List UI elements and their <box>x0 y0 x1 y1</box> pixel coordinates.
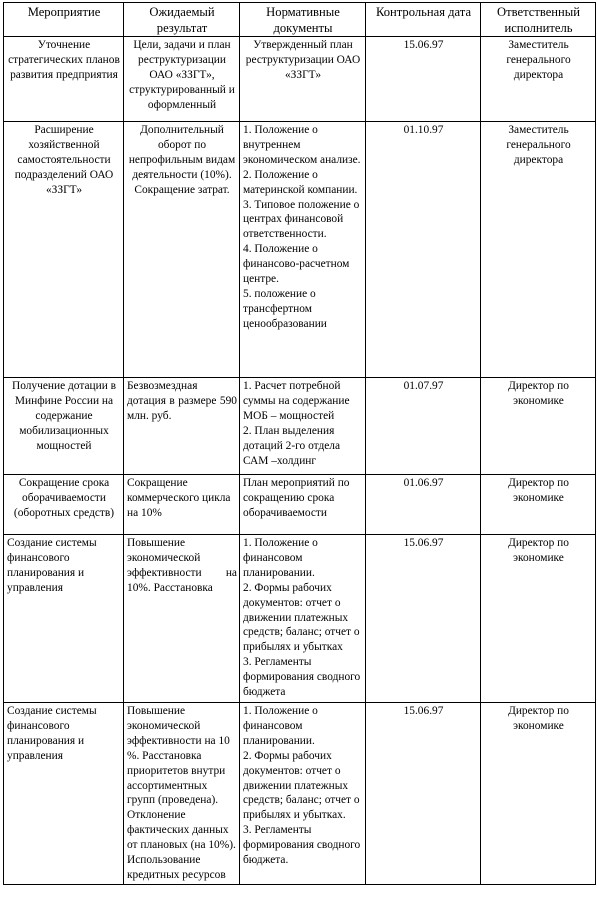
cell-event: Создание системы финансового планирования и управления <box>4 703 124 885</box>
cell-event: Сокращение срока оборачиваемости (оборотных средств) <box>4 475 124 535</box>
table-row <box>4 535 596 703</box>
cell-docs: Утвержденный план реструктуризации ОАО «ЗЗГТ» <box>240 37 366 122</box>
cell-docs: План мероприятий по сокращению срока оборачиваемости <box>240 475 366 535</box>
cell-date: 15.06.97 <box>366 535 481 703</box>
header-row <box>4 3 596 37</box>
cell-docs: 1. Положение о финансовом планировании. 2. Формы рабочих документов: отчет о движении платежных средств; баланс; отчет о прибылях и убытках. 3. Регламенты формирования сводного бюджета. <box>240 703 366 885</box>
cell-result: Сокращение коммерческого цикла на 10% <box>124 475 240 535</box>
cell-owner: Директор по экономике <box>481 703 596 885</box>
col-header-date: Контрольная дата <box>366 3 481 37</box>
cell-owner: Директор по экономике <box>481 475 596 535</box>
col-header-owner: Ответственный исполнитель <box>481 3 596 37</box>
cell-docs: 1. Расчет потребной суммы на содержание МОБ – мощностей 2. План выделения дотаций 2-го отдела САМ –холдинг <box>240 378 366 475</box>
cell-result: Цели, задачи и план реструктуризации ОАО «ЗЗГТ», структурированный и оформленный <box>124 37 240 122</box>
cell-date: 01.10.97 <box>366 122 481 378</box>
cell-event: Создание системы финансового планирования и управления <box>4 535 124 703</box>
col-header-docs: Нормативные документы <box>240 3 366 37</box>
cell-result: Повышение экономической эффективности на 10%. Расстановка <box>124 535 240 703</box>
cell-owner: Заместитель генерального директора <box>481 122 596 378</box>
cell-docs: 1. Положение о внутреннем экономическом анализе. 2. Положение о материнской компании. 3. Типовое положение о центрах финансовой ответственности. 4. Положение о финансово-расчетном центре. 5. положение о трансфертном ценообразовании <box>240 122 366 378</box>
cell-date: 15.06.97 <box>366 703 481 885</box>
cell-result: Дополнительный оборот по непрофильным видам деятельности (10%). Сокращение затрат. <box>124 122 240 378</box>
cell-result: Повышение экономической эффективности на 10 %. Расстановка приоритетов внутри ассортиментных групп (проведена). Отклонение фактических данных от плановых (на 10%). Использование кредитных ресурсов <box>124 703 240 885</box>
table-row <box>4 378 596 475</box>
cell-event: Получение дотации в Минфине России на содержание мобилизационных мощностей <box>4 378 124 475</box>
measures-table <box>3 2 596 885</box>
table-row <box>4 37 596 122</box>
cell-event: Расширение хозяйственной самостоятельности подразделений ОАО «ЗЗГТ» <box>4 122 124 378</box>
cell-owner: Директор по экономике <box>481 535 596 703</box>
cell-owner: Директор по экономике <box>481 378 596 475</box>
cell-result: Безвозмездная дотация в размере 590 млн. руб. <box>124 378 240 475</box>
col-header-result: Ожидаемый результат <box>124 3 240 37</box>
cell-event: Уточнение стратегических планов развития предприятия <box>4 37 124 122</box>
cell-date: 15.06.97 <box>366 37 481 122</box>
cell-date: 01.06.97 <box>366 475 481 535</box>
col-header-event: Мероприятие <box>4 3 124 37</box>
cell-docs: 1. Положение о финансовом планировании. 2. Формы рабочих документов: отчет о движении платежных средств; баланс; отчет о прибылях и убытках 3. Регламенты формирования сводного бюджета <box>240 535 366 703</box>
cell-date: 01.07.97 <box>366 378 481 475</box>
table-row <box>4 475 596 535</box>
table-row <box>4 122 596 378</box>
cell-owner: Заместитель генерального директора <box>481 37 596 122</box>
table-row <box>4 703 596 885</box>
